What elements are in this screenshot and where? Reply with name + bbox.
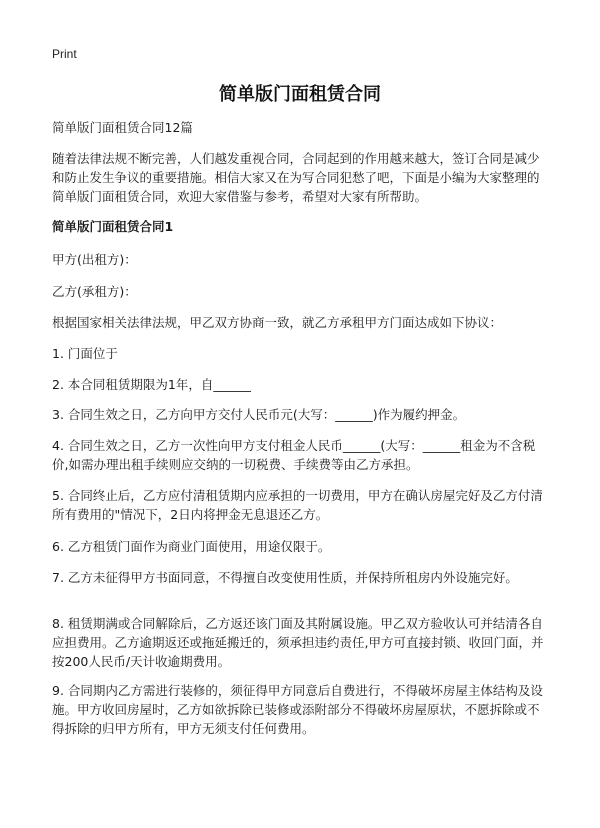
clause-9: 9. 合同期内乙方需进行装修的，须征得甲方同意后自费进行，不得破坏房屋主体结构及设施。甲方收回房屋时，乙方如欲拆除已装修或添附部分不得破坏房屋原状，不愿拆除或不得拆除的归甲方所有，甲方无须支付任何费用。 [52, 683, 543, 736]
intro-paragraph: 随着法律法规不断完善，人们越发重视合同，合同起到的作用越来越大，签订合同是减少和防止发生争议的重要措施。相信大家又在为写合同犯愁了吧，下面是小编为大家整理的简单版门面租赁合同，欢迎大家借鉴与参考，希望对大家有所帮助。 [52, 151, 540, 204]
clause-1: 1. 门面位于 [52, 346, 118, 361]
clause-4: 4. 合同生效之日，乙方一次性向甲方支付租金人民币______(大写：______租金为不含税价,如需办理出租手续则应交纳的一切税费、手续费等由乙方承担。 [52, 438, 536, 472]
party-b-line: 乙方(承租方)： [52, 284, 137, 299]
clause-2: 2. 本合同租赁期限为1年，自______ [52, 377, 251, 392]
clause-6: 6. 乙方租赁门面作为商业门面使用，用途仅限于。 [52, 539, 331, 554]
clause-8: 8. 租赁期满或合同解除后，乙方返还该门面及其附属设施。甲乙双方验收认可并结清各自应担费用。乙方逾期返还或拖延搬迁的，须承担违约责任,甲方可直接封锁、收回门面，并按200人民币/天计收逾期费用。 [52, 616, 544, 669]
print-label: Print [52, 47, 77, 61]
party-a-line: 甲方(出租方)： [52, 252, 137, 267]
clause-7: 7. 乙方未征得甲方书面同意，不得擅自改变使用性质，并保持所租房内外设施完好。 [52, 570, 518, 585]
section-heading: 简单版门面租赁合同1 [52, 219, 174, 234]
preamble-line: 根据国家相关法律法规，甲乙双方协商一致，就乙方承租甲方门面达成如下协议： [52, 315, 503, 330]
clause-5: 5. 合同终止后，乙方应付清租赁期内应承担的一切费用，甲方在确认房屋完好及乙方付清所有费用的"情况下，2日内将押金无息退还乙方。 [52, 488, 543, 522]
document-title: 简单版门面租赁合同 [219, 84, 381, 105]
document-subtitle: 简单版门面租赁合同12篇 [52, 120, 193, 135]
clause-3: 3. 合同生效之日，乙方向甲方交付人民币元(大写：______)作为履约押金。 [52, 407, 466, 422]
